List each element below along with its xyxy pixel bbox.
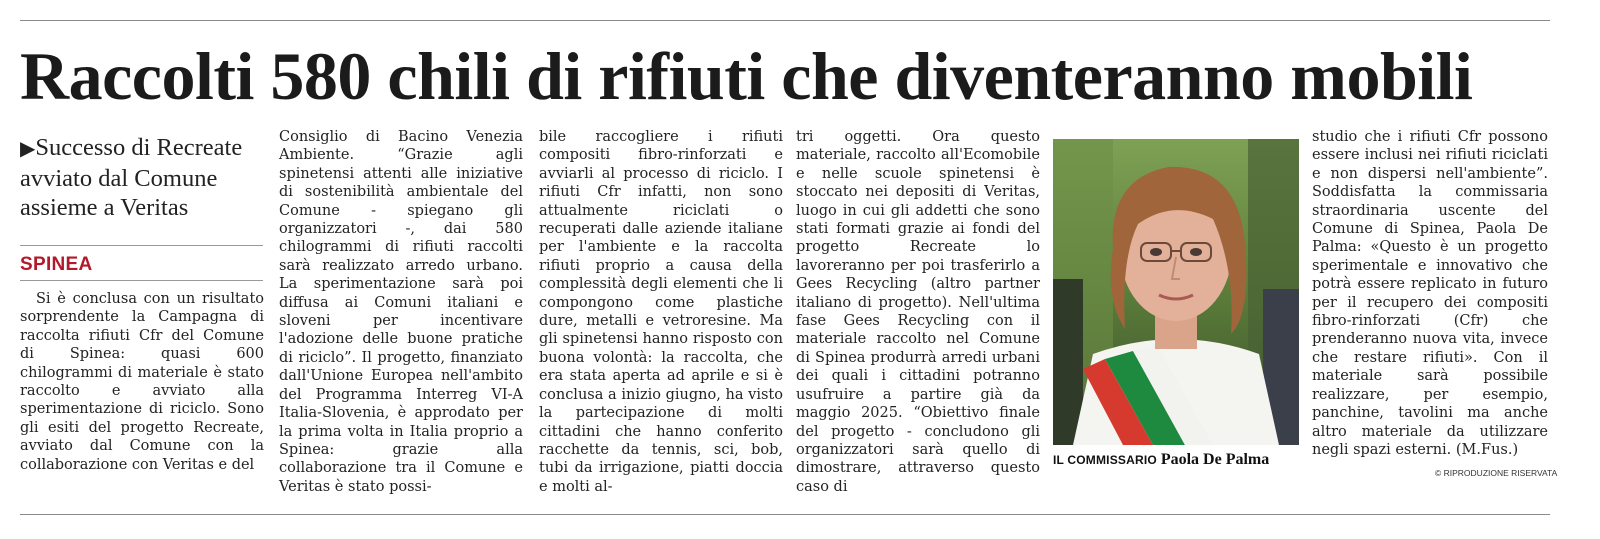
summary-text: Successo di Recreate avviato dal Comune assieme a Veritas <box>20 134 243 221</box>
column-text: Consiglio di Bacino Venezia Ambiente. “Grazie agli spinetensi attenti alle iniziative di sostenibilità ambientale del Comune - spiegano gli organizzatori -, dai 580 chilogrammi di rifiuti raccolti sarà realizzato arredo urbano. La sperimentazione sarà poi diffusa ai Comuni italiani e sloveni per incentivare l'adozione delle buone pratiche di riciclo”. Il progetto, finanziato dall'Unione Europea nell'ambito del Programma Interreg VI-A Italia-Slovenia, è approdato per la prima volta in Italia proprio a Spinea: grazie alla collaborazione tra il Comune e Veritas è stato possi- <box>279 129 523 495</box>
section-rule-bottom <box>20 280 263 281</box>
top-rule <box>20 20 1550 21</box>
column-text: bile raccogliere i rifiuti compositi fibro-rinforzati e avviarli al processo di riciclo. I rifiuti Cfr infatti, non sono attualmente riciclati o recuperati dalle aziende italiane per l'ambiente e la raccolta rifiuti proprio a causa della complessità degli elementi che li compongono come plastiche dure, metalli e vetroresine. Ma gli spinetensi hanno risposto con buona volontà: la raccolta, che era stata aperta ad aprile e si è conclusa a inizio giugno, ha visto la partecipazione di molti cittadini che hanno conferito racchette da tennis, sci, bob, tubi da irrigazione, piatti doccia e molti al- <box>539 129 783 495</box>
triangle-marker-icon: ▶ <box>20 138 36 160</box>
section-label: SPINEA <box>20 254 93 275</box>
caption-label: IL COMMISSARIO <box>1053 453 1157 467</box>
text-column-1 <box>20 290 264 474</box>
text-column-3 <box>539 128 783 496</box>
bottom-rule <box>20 514 1550 515</box>
column-text: Si è conclusa con un risultato sorprendente la Campagna di raccolta rifiuti Cfr del Comune di Spinea: quasi 600 chilogrammi di materiale è stato raccolto e avviato alla sperimentazione di riciclo. Sono gli esiti del progetto Recreate, avviato dal Comune con la collaborazione con Veritas e del <box>20 291 264 473</box>
headline: Raccolti 580 chili di rifiuti che diventeranno mobili <box>20 38 1473 114</box>
text-column-4 <box>796 128 1040 496</box>
portrait-photo <box>1053 139 1299 445</box>
photo-caption <box>1053 451 1269 469</box>
copyright-notice: © RIPRODUZIONE RISERVATA <box>1435 468 1558 478</box>
text-column-5 <box>1312 128 1548 459</box>
column-text: studio che i rifiuti Cfr possono essere inclusi nei rifiuti riciclati e non dispersi nell'ambiente”. Soddisfatta la commissaria straordinaria uscente del Comune di Spinea, Paola De Palma: «Questo è un progetto sperimentale e innovativo che potrà essere replicato in futuro per il recupero dei compositi fibro-rinforzati (Cfr) che prenderanno nuova vita, invece che restare rifiuti». Con il materiale sarà possibile realizzare, per esempio, panchine, tavolini ma anche altro materiale da utilizzare negli spazi esterni. (M.Fus.) <box>1312 129 1548 458</box>
caption-name: Paola De Palma <box>1160 451 1270 468</box>
column-text: tri oggetti. Ora questo materiale, raccolto all'Ecomobile e nelle scuole spinetensi è stoccato nei depositi di Veritas, luogo in cui gli addetti che sono stati formati grazie ai fondi del progetto Recreate lo lavoreranno per poi trasferirlo a Gees Recycling (altro partner italiano di progetto). Nell'ultima fase Gees Recycling con il materiale raccolto nel Comune di Spinea produrrà arredi urbani dei quali i cittadini potranno usufruire a partire già da maggio 2025. “Obiettivo finale del progetto - concludono gli organizzatori sarà quello di dimostrare, attraverso questo caso di <box>796 129 1040 495</box>
portrait-illustration <box>1053 139 1299 445</box>
text-column-2 <box>279 128 523 496</box>
summary <box>20 133 263 222</box>
section-rule-top <box>20 245 263 246</box>
